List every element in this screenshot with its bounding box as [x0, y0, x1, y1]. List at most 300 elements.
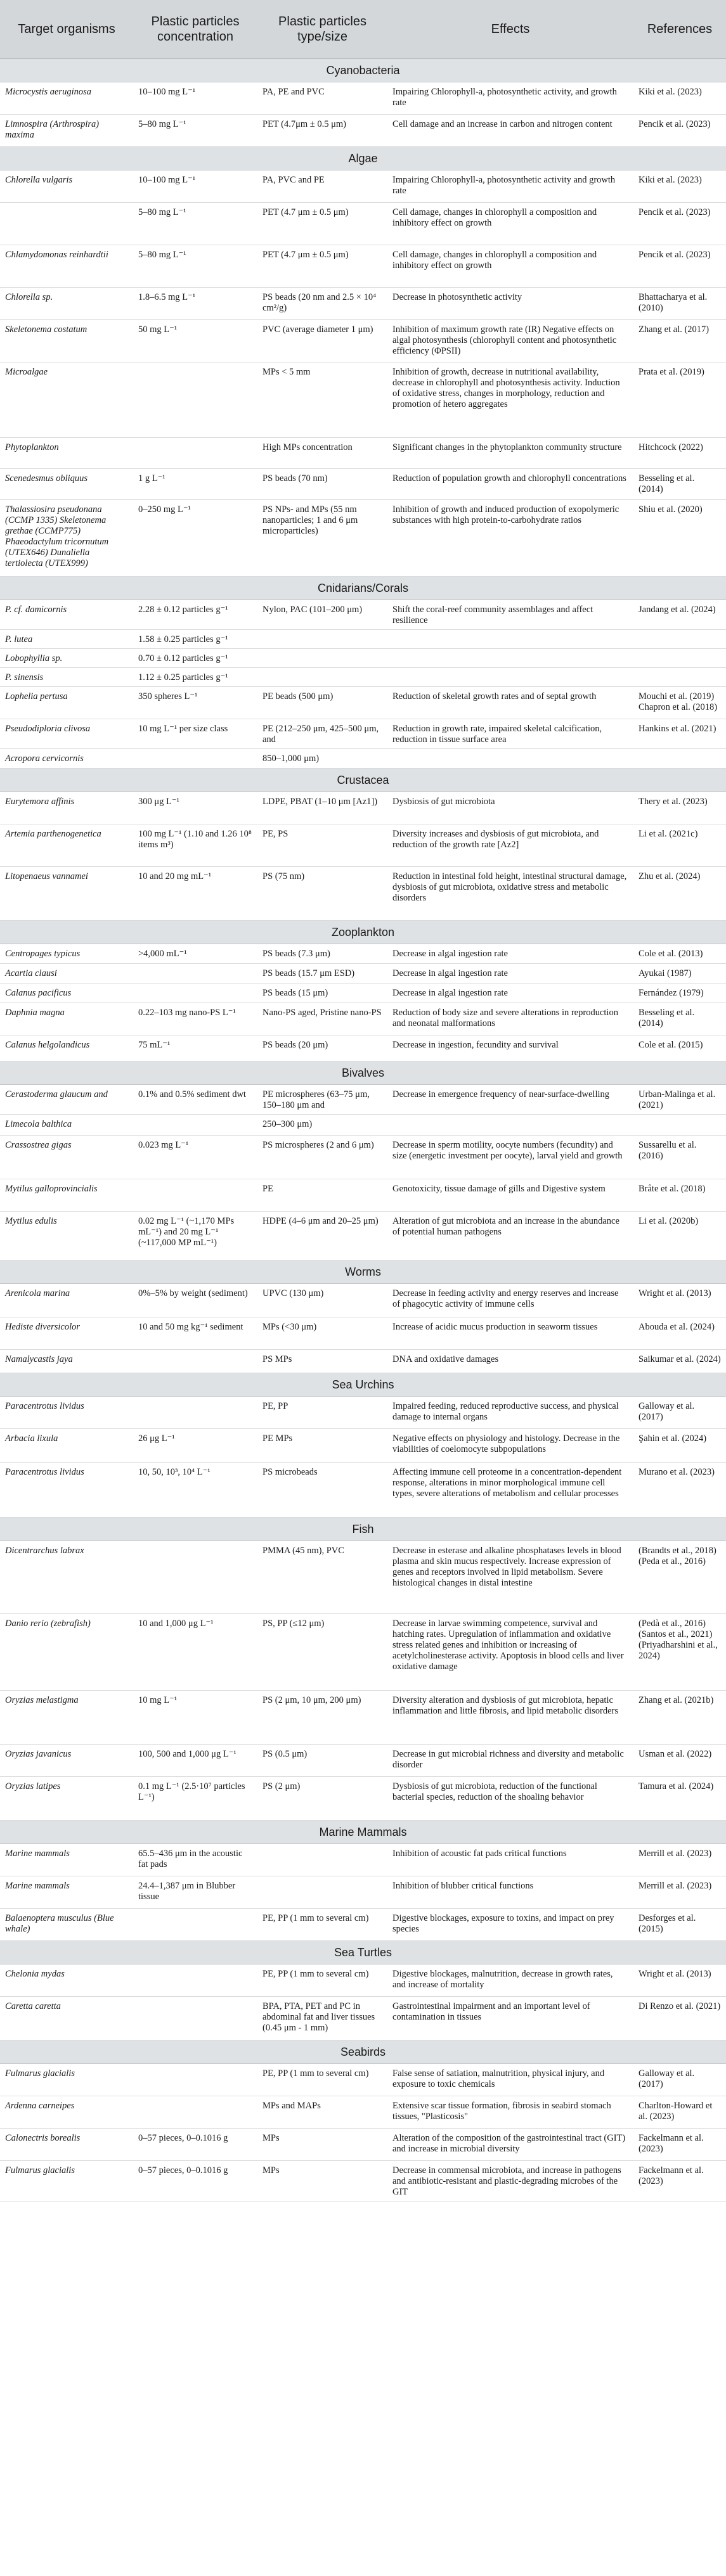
- section-title: Sea Urchins: [0, 1373, 726, 1397]
- table-row: [0, 1964, 726, 1997]
- cell-reference: [633, 668, 726, 687]
- cell-organism: Caretta caretta: [0, 1997, 133, 2041]
- cell-type: PA, PVC and PE: [257, 170, 387, 203]
- cell-organism: P. sinensis: [0, 668, 133, 687]
- table-row: [0, 1777, 726, 1821]
- cell-concentration: 50 mg L⁻¹: [133, 320, 257, 362]
- table-row: [0, 203, 726, 245]
- cell-concentration: [133, 1397, 257, 1429]
- cell-organism: Namalycastis jaya: [0, 1350, 133, 1373]
- cell-effects: Alteration of the composition of the gastrointestinal tract (GIT) and increase in microbial diversity: [387, 2129, 633, 2161]
- table-row: [0, 1463, 726, 1518]
- cell-reference: Urban-Malinga et al. (2021): [633, 1085, 726, 1115]
- table-row: [0, 500, 726, 577]
- cell-reference: Cole et al. (2015): [633, 1035, 726, 1061]
- cell-effects: [387, 1115, 633, 1136]
- cell-reference: Li et al. (2020b): [633, 1212, 726, 1260]
- cell-reference: Pencik et al. (2023): [633, 245, 726, 288]
- table-row: [0, 824, 726, 867]
- cell-concentration: 1.58 ± 0.25 particles g⁻¹: [133, 630, 257, 649]
- table-row: [0, 320, 726, 362]
- cell-reference: Merrill et al. (2023): [633, 1844, 726, 1876]
- cell-effects: Gastrointestinal impairment and an important level of contamination in tissues: [387, 1997, 633, 2041]
- table-row: [0, 600, 726, 630]
- table-row: [0, 1136, 726, 1179]
- cell-type: [257, 1876, 387, 1909]
- cell-concentration: [133, 964, 257, 984]
- cell-organism: Daphnia magna: [0, 1003, 133, 1035]
- cell-effects: Reduction of body size and severe alterations in reproduction and neonatal malformations: [387, 1003, 633, 1035]
- cell-organism: [0, 203, 133, 245]
- cell-concentration: 10 and 1,000 μg L⁻¹: [133, 1614, 257, 1691]
- table-row: [0, 944, 726, 964]
- cell-concentration: [133, 362, 257, 438]
- cell-effects: Inhibition of acoustic fat pads critical functions: [387, 1844, 633, 1876]
- cell-reference: [633, 630, 726, 649]
- table-row: [0, 964, 726, 984]
- table-row: [0, 1745, 726, 1777]
- table-row: [0, 1035, 726, 1061]
- cell-type: PS beads (20 μm): [257, 1035, 387, 1061]
- table-body: [0, 59, 726, 2201]
- section-header-row: [0, 1260, 726, 1284]
- cell-reference: Prata et al. (2019): [633, 362, 726, 438]
- cell-concentration: 65.5–436 μm in the acoustic fat pads: [133, 1844, 257, 1876]
- cell-concentration: [133, 438, 257, 469]
- cell-reference: Li et al. (2021c): [633, 824, 726, 867]
- cell-type: MPs (<30 μm): [257, 1317, 387, 1350]
- table-row: [0, 1909, 726, 1941]
- cell-organism: Litopenaeus vannamei: [0, 867, 133, 921]
- cell-type: PS (2 μm): [257, 1777, 387, 1821]
- table-row: [0, 1179, 726, 1212]
- table-row: [0, 1691, 726, 1745]
- cell-type: PS NPs- and MPs (55 nm nanoparticles; 1 and 6 μm microparticles): [257, 500, 387, 577]
- cell-concentration: [133, 1909, 257, 1941]
- cell-reference: Di Renzo et al. (2021): [633, 1997, 726, 2041]
- cell-organism: Mytilus edulis: [0, 1212, 133, 1260]
- cell-organism: Acropora cervicornis: [0, 749, 133, 769]
- cell-organism: Lobophyllia sp.: [0, 649, 133, 668]
- cell-effects: Negative effects on physiology and histology. Decrease in the viabilities of coelomocyte subpopulations: [387, 1429, 633, 1463]
- cell-concentration: 24.4–1,387 μm in Blubber tissue: [133, 1876, 257, 1909]
- cell-organism: Arenicola marina: [0, 1284, 133, 1317]
- cell-concentration: 0.023 mg L⁻¹: [133, 1136, 257, 1179]
- cell-organism: Limecola balthica: [0, 1115, 133, 1136]
- cell-organism: Hediste diversicolor: [0, 1317, 133, 1350]
- table-row: [0, 2096, 726, 2129]
- cell-concentration: 1 g L⁻¹: [133, 469, 257, 500]
- cell-type: PS MPs: [257, 1350, 387, 1373]
- cell-concentration: 0–57 pieces, 0–0.1016 g: [133, 2129, 257, 2161]
- table-row: [0, 630, 726, 649]
- cell-concentration: [133, 984, 257, 1003]
- cell-reference: Besseling et al. (2014): [633, 469, 726, 500]
- cell-type: PE beads (500 μm): [257, 687, 387, 719]
- cell-effects: Impairing Chlorophyll-a, photosynthetic activity, and growth rate: [387, 82, 633, 115]
- cell-effects: Cell damage and an increase in carbon and nitrogen content: [387, 115, 633, 147]
- table-row: [0, 687, 726, 719]
- section-header-row: [0, 1373, 726, 1397]
- cell-concentration: 5–80 mg L⁻¹: [133, 115, 257, 147]
- cell-effects: Impairing Chlorophyll-a, photosynthetic activity and growth rate: [387, 170, 633, 203]
- table-row: [0, 362, 726, 438]
- cell-type: PS beads (70 nm): [257, 469, 387, 500]
- cell-type: PET (4.7μm ± 0.5 μm): [257, 115, 387, 147]
- cell-reference: Şahin et al. (2024): [633, 1429, 726, 1463]
- section-title: Crustacea: [0, 769, 726, 792]
- cell-effects: [387, 630, 633, 649]
- cell-effects: False sense of satiation, malnutrition, physical injury, and exposure to toxic chemicals: [387, 2064, 633, 2096]
- cell-effects: Impaired feeding, reduced reproductive success, and physical damage to internal organs: [387, 1397, 633, 1429]
- cell-concentration: 10–100 mg L⁻¹: [133, 82, 257, 115]
- table-row: [0, 1844, 726, 1876]
- table-row: [0, 649, 726, 668]
- cell-type: PS beads (7.3 μm): [257, 944, 387, 964]
- cell-type: PE, PP (1 mm to several cm): [257, 2064, 387, 2096]
- section-header-row: [0, 2041, 726, 2064]
- table-row: [0, 1350, 726, 1373]
- table-row: [0, 1212, 726, 1260]
- cell-type: MPs and MAPs: [257, 2096, 387, 2129]
- cell-concentration: 0.1 mg L⁻¹ (2.5·10⁷ particles L⁻¹): [133, 1777, 257, 1821]
- table-row: [0, 2064, 726, 2096]
- cell-type: PS beads (15 μm): [257, 984, 387, 1003]
- table-row: [0, 1085, 726, 1115]
- cell-organism: Centropages typicus: [0, 944, 133, 964]
- section-title: Worms: [0, 1260, 726, 1284]
- cell-concentration: [133, 1964, 257, 1997]
- cell-type: BPA, PTA, PET and PC in abdominal fat and liver tissues (0.45 μm - 1 mm): [257, 1997, 387, 2041]
- cell-reference: Merrill et al. (2023): [633, 1876, 726, 1909]
- table-row: [0, 115, 726, 147]
- section-header-row: [0, 769, 726, 792]
- section-header-row: [0, 577, 726, 600]
- cell-effects: Reduction in growth rate, impaired skeletal calcification, reduction in tissue surface area: [387, 719, 633, 749]
- cell-type: PS beads (20 nm and 2.5 × 10⁴ cm²/g): [257, 288, 387, 320]
- cell-type: Nano-PS aged, Pristine nano-PS: [257, 1003, 387, 1035]
- cell-effects: Diversity increases and dysbiosis of gut microbiota, and reduction of the growth rate [Az2]: [387, 824, 633, 867]
- table-row: [0, 288, 726, 320]
- cell-concentration: [133, 2096, 257, 2129]
- table-row: [0, 438, 726, 469]
- cell-concentration: [133, 1350, 257, 1373]
- cell-type: PS (75 nm): [257, 867, 387, 921]
- cell-type: PS microspheres (2 and 6 μm): [257, 1136, 387, 1179]
- cell-type: PE: [257, 1179, 387, 1212]
- cell-reference: Fackelmann et al. (2023): [633, 2129, 726, 2161]
- cell-concentration: 0.1% and 0.5% sediment dwt: [133, 1085, 257, 1115]
- cell-type: PE microspheres (63–75 μm, 150–180 μm and: [257, 1085, 387, 1115]
- cell-type: LDPE, PBAT (1–10 μm [Az1]): [257, 792, 387, 824]
- cell-type: MPs: [257, 2161, 387, 2201]
- cell-concentration: 10, 50, 10³, 10⁴ L⁻¹: [133, 1463, 257, 1518]
- cell-organism: Paracentrotus lividus: [0, 1463, 133, 1518]
- table-row: [0, 792, 726, 824]
- table-row: [0, 1876, 726, 1909]
- cell-concentration: [133, 1115, 257, 1136]
- cell-type: PE, PS: [257, 824, 387, 867]
- cell-concentration: [133, 2064, 257, 2096]
- cell-organism: Calanus pacificus: [0, 984, 133, 1003]
- cell-type: UPVC (130 μm): [257, 1284, 387, 1317]
- cell-effects: Dysbiosis of gut microbiota: [387, 792, 633, 824]
- cell-organism: Pseudodiploria clivosa: [0, 719, 133, 749]
- cell-effects: Reduction of skeletal growth rates and of septal growth: [387, 687, 633, 719]
- cell-concentration: 5–80 mg L⁻¹: [133, 203, 257, 245]
- cell-effects: [387, 749, 633, 769]
- table-row: [0, 984, 726, 1003]
- table-row: [0, 2161, 726, 2201]
- cell-effects: [387, 668, 633, 687]
- cell-reference: Fackelmann et al. (2023): [633, 2161, 726, 2201]
- cell-organism: Ardenna carneipes: [0, 2096, 133, 2129]
- cell-type: Nylon, PAC (101–200 μm): [257, 600, 387, 630]
- cell-concentration: 1.8–6.5 mg L⁻¹: [133, 288, 257, 320]
- cell-effects: Cell damage, changes in chlorophyll a composition and inhibitory effect on growth: [387, 203, 633, 245]
- cell-reference: Bhattacharya et al. (2010): [633, 288, 726, 320]
- cell-effects: [387, 649, 633, 668]
- section-header-row: [0, 1061, 726, 1085]
- cell-reference: Sussarellu et al. (2016): [633, 1136, 726, 1179]
- cell-reference: [633, 749, 726, 769]
- cell-organism: Danio rerio (zebrafish): [0, 1614, 133, 1691]
- cell-reference: Murano et al. (2023): [633, 1463, 726, 1518]
- cell-reference: Mouchi et al. (2019) Chapron et al. (2018): [633, 687, 726, 719]
- table-row: [0, 1003, 726, 1035]
- table-row: [0, 1284, 726, 1317]
- table-row: [0, 867, 726, 921]
- cell-organism: P. lutea: [0, 630, 133, 649]
- cell-type: PS (0.5 μm): [257, 1745, 387, 1777]
- cell-effects: Increase of acidic mucus production in seaworm tissues: [387, 1317, 633, 1350]
- cell-reference: Hitchcock (2022): [633, 438, 726, 469]
- cell-concentration: >4,000 mL⁻¹: [133, 944, 257, 964]
- cell-reference: Tamura et al. (2024): [633, 1777, 726, 1821]
- cell-effects: DNA and oxidative damages: [387, 1350, 633, 1373]
- cell-reference: Zhu et al. (2024): [633, 867, 726, 921]
- section-header-row: [0, 921, 726, 944]
- cell-effects: Decrease in gut microbial richness and diversity and metabolic disorder: [387, 1745, 633, 1777]
- cell-effects: Inhibition of maximum growth rate (IR) Negative effects on algal photosynthesis (chlorophyll content and photosynthetic efficiency (ΦPSII): [387, 320, 633, 362]
- section-title: Marine Mammals: [0, 1821, 726, 1844]
- cell-effects: Diversity alteration and dysbiosis of gut microbiota, hepatic inflammation and little fibrosis, and lipid metabolic disorders: [387, 1691, 633, 1745]
- cell-organism: Oryzias latipes: [0, 1777, 133, 1821]
- cell-concentration: 10 and 50 mg kg⁻¹ sediment: [133, 1317, 257, 1350]
- cell-effects: Decrease in ingestion, fecundity and survival: [387, 1035, 633, 1061]
- cell-effects: Decrease in algal ingestion rate: [387, 964, 633, 984]
- table-row: [0, 1397, 726, 1429]
- cell-effects: Decrease in algal ingestion rate: [387, 944, 633, 964]
- cell-concentration: 100, 500 and 1,000 μg L⁻¹: [133, 1745, 257, 1777]
- cell-reference: Charlton-Howard et al. (2023): [633, 2096, 726, 2129]
- cell-concentration: 100 mg L⁻¹ (1.10 and 1.26 10⁸ items m³): [133, 824, 257, 867]
- cell-concentration: 26 μg L⁻¹: [133, 1429, 257, 1463]
- cell-concentration: 350 spheres L⁻¹: [133, 687, 257, 719]
- cell-reference: Hankins et al. (2021): [633, 719, 726, 749]
- cell-effects: Decrease in photosynthetic activity: [387, 288, 633, 320]
- cell-effects: Inhibition of growth and induced production of exopolymeric substances with high protein-to-carbohydrate ratios: [387, 500, 633, 577]
- cell-reference: Zhang et al. (2017): [633, 320, 726, 362]
- cell-reference: Pencik et al. (2023): [633, 115, 726, 147]
- cell-type: PE (212–250 μm, 425–500 μm, and: [257, 719, 387, 749]
- cell-concentration: 5–80 mg L⁻¹: [133, 245, 257, 288]
- table-row: [0, 170, 726, 203]
- cell-organism: Cerastoderma glaucum and: [0, 1085, 133, 1115]
- cell-type: [257, 1844, 387, 1876]
- cell-concentration: 10 and 20 mg mL⁻¹: [133, 867, 257, 921]
- table-row: [0, 1317, 726, 1350]
- cell-concentration: 300 μg L⁻¹: [133, 792, 257, 824]
- section-title: Sea Turtles: [0, 1941, 726, 1964]
- header-references: References: [633, 0, 726, 59]
- cell-type: PS microbeads: [257, 1463, 387, 1518]
- table-row: [0, 719, 726, 749]
- cell-organism: Phytoplankton: [0, 438, 133, 469]
- section-header-row: [0, 1941, 726, 1964]
- cell-concentration: 0.22–103 mg nano-PS L⁻¹: [133, 1003, 257, 1035]
- cell-organism: Acartia clausi: [0, 964, 133, 984]
- section-title: Bivalves: [0, 1061, 726, 1085]
- table-row: [0, 82, 726, 115]
- header-type-size: Plastic particles type/size: [257, 0, 387, 59]
- table-row: [0, 1997, 726, 2041]
- cell-effects: Affecting immune cell proteome in a concentration-dependent response, alterations in minor morphological immune cell types, severe alterations of metabolism and cellular processes: [387, 1463, 633, 1518]
- cell-organism: Limnospira (Arthrospira) maxima: [0, 115, 133, 147]
- cell-organism: Crassostrea gigas: [0, 1136, 133, 1179]
- table-row: [0, 749, 726, 769]
- cell-effects: Digestive blockages, malnutrition, decrease in growth rates, and increase of mortality: [387, 1964, 633, 1997]
- cell-concentration: [133, 1541, 257, 1614]
- cell-organism: Mytilus galloprovincialis: [0, 1179, 133, 1212]
- cell-organism: Chelonia mydas: [0, 1964, 133, 1997]
- cell-effects: Reduction in intestinal fold height, intestinal structural damage, dysbiosis of gut microbiota, oxidative stress and metabolic disorders: [387, 867, 633, 921]
- cell-organism: Fulmarus glacialis: [0, 2064, 133, 2096]
- cell-effects: Decrease in esterase and alkaline phosphatases levels in blood plasma and skin mucus respectively. Increase expression of genes and receptors involved in lipid metabolism. Severe histological changes in distal intestine: [387, 1541, 633, 1614]
- header-concentration: Plastic particles concentration: [133, 0, 257, 59]
- table-row: [0, 1115, 726, 1136]
- cell-type: [257, 649, 387, 668]
- cell-reference: (Pedà et al., 2016) (Santos et al., 2021) (Priyadharshini et al., 2024): [633, 1614, 726, 1691]
- cell-reference: Abouda et al. (2024): [633, 1317, 726, 1350]
- cell-concentration: 0–57 pieces, 0–0.1016 g: [133, 2161, 257, 2201]
- cell-concentration: 1.12 ± 0.25 particles g⁻¹: [133, 668, 257, 687]
- cell-effects: Decrease in commensal microbiota, and increase in pathogens and antibiotic-resistant and plastic-degrading microbes of the GIT: [387, 2161, 633, 2201]
- cell-type: PVC (average diameter 1 μm): [257, 320, 387, 362]
- cell-type: PET (4.7 μm ± 0.5 μm): [257, 245, 387, 288]
- cell-type: High MPs concentration: [257, 438, 387, 469]
- cell-type: MPs < 5 mm: [257, 362, 387, 438]
- cell-organism: Thalassiosira pseudonana (CCMP 1335) Skeletonema grethae (CCMP775) Phaeodactylum tricornutum (UTEX646) Dunaliella tertiolecta (UTEX999): [0, 500, 133, 577]
- cell-organism: Skeletonema costatum: [0, 320, 133, 362]
- cell-organism: Dicentrarchus labrax: [0, 1541, 133, 1614]
- cell-effects: Decrease in feeding activity and energy reserves and increase of phagocytic activity of immune cells: [387, 1284, 633, 1317]
- section-title: Algae: [0, 147, 726, 170]
- cell-reference: Usman et al. (2022): [633, 1745, 726, 1777]
- table-row: [0, 1429, 726, 1463]
- table-row: [0, 2129, 726, 2161]
- cell-reference: Galloway et al. (2017): [633, 1397, 726, 1429]
- cell-organism: Calonectris borealis: [0, 2129, 133, 2161]
- cell-type: PMMA (45 nm), PVC: [257, 1541, 387, 1614]
- cell-type: [257, 630, 387, 649]
- cell-organism: Chlorella sp.: [0, 288, 133, 320]
- cell-reference: Bråte et al. (2018): [633, 1179, 726, 1212]
- cell-reference: Desforges et al. (2015): [633, 1909, 726, 1941]
- cell-concentration: [133, 1997, 257, 2041]
- cell-concentration: 10 mg L⁻¹: [133, 1691, 257, 1745]
- cell-organism: Scenedesmus obliquus: [0, 469, 133, 500]
- cell-effects: Decrease in sperm motility, oocyte numbers (fecundity) and size (energetic investment per oocyte), larval yield and growth: [387, 1136, 633, 1179]
- cell-organism: P. cf. damicornis: [0, 600, 133, 630]
- table-row: [0, 1541, 726, 1614]
- section-header-row: [0, 1821, 726, 1844]
- cell-effects: Decrease in larvae swimming competence, survival and hatching rates. Upregulation of inflammation and oxidative stress related genes and inhibition or increasing of acetylcholinesterase activity. Apoptosis in blood cells and liver oxidative damage: [387, 1614, 633, 1691]
- cell-effects: Inhibition of growth, decrease in nutritional availability, decrease in chlorophyll and photosynthesis activity. Induction of oxidative stress, changes in morphology, reduction and promotion of hetero aggregates: [387, 362, 633, 438]
- section-title: Zooplankton: [0, 921, 726, 944]
- cell-organism: Lophelia pertusa: [0, 687, 133, 719]
- cell-organism: Marine mammals: [0, 1844, 133, 1876]
- cell-organism: Microalgae: [0, 362, 133, 438]
- cell-type: PE, PP: [257, 1397, 387, 1429]
- header-effects: Effects: [387, 0, 633, 59]
- cell-effects: Shift the coral-reef community assemblages and affect resilience: [387, 600, 633, 630]
- cell-concentration: 10–100 mg L⁻¹: [133, 170, 257, 203]
- table-row: [0, 1614, 726, 1691]
- cell-organism: Calanus helgolandicus: [0, 1035, 133, 1061]
- table-row: [0, 668, 726, 687]
- cell-reference: Shiu et al. (2020): [633, 500, 726, 577]
- header-target-organisms: Target organisms: [0, 0, 133, 59]
- cell-organism: Chlorella vulgaris: [0, 170, 133, 203]
- cell-reference: Zhang et al. (2021b): [633, 1691, 726, 1745]
- cell-effects: Significant changes in the phytoplankton community structure: [387, 438, 633, 469]
- cell-reference: Galloway et al. (2017): [633, 2064, 726, 2096]
- section-header-row: [0, 59, 726, 82]
- cell-type: MPs: [257, 2129, 387, 2161]
- cell-reference: (Brandts et al., 2018) (Peda et al., 2016): [633, 1541, 726, 1614]
- section-title: Fish: [0, 1518, 726, 1541]
- cell-reference: [633, 649, 726, 668]
- cell-concentration: 0.70 ± 0.12 particles g⁻¹: [133, 649, 257, 668]
- cell-concentration: 10 mg L⁻¹ per size class: [133, 719, 257, 749]
- cell-organism: Eurytemora affinis: [0, 792, 133, 824]
- cell-effects: Cell damage, changes in chlorophyll a composition and inhibitory effect on growth: [387, 245, 633, 288]
- cell-effects: Decrease in emergence frequency of near-surface-dwelling: [387, 1085, 633, 1115]
- cell-concentration: [133, 1179, 257, 1212]
- cell-type: PE, PP (1 mm to several cm): [257, 1964, 387, 1997]
- section-title: Cnidarians/Corals: [0, 577, 726, 600]
- section-header-row: [0, 147, 726, 170]
- section-title: Cyanobacteria: [0, 59, 726, 82]
- cell-organism: Balaenoptera musculus (Blue whale): [0, 1909, 133, 1941]
- cell-type: PE, PP (1 mm to several cm): [257, 1909, 387, 1941]
- cell-reference: Wright et al. (2013): [633, 1284, 726, 1317]
- cell-concentration: [133, 749, 257, 769]
- cell-effects: Alteration of gut microbiota and an increase in the abundance of potential human pathogens: [387, 1212, 633, 1260]
- cell-reference: Kiki et al. (2023): [633, 82, 726, 115]
- cell-effects: Genotoxicity, tissue damage of gills and Digestive system: [387, 1179, 633, 1212]
- cell-reference: Jandang et al. (2024): [633, 600, 726, 630]
- cell-type: PS (2 μm, 10 μm, 200 μm): [257, 1691, 387, 1745]
- cell-reference: Pencik et al. (2023): [633, 203, 726, 245]
- header-row: [0, 0, 726, 59]
- cell-concentration: 0%–5% by weight (sediment): [133, 1284, 257, 1317]
- cell-organism: Chlamydomonas reinhardtii: [0, 245, 133, 288]
- cell-reference: [633, 1115, 726, 1136]
- cell-type: PET (4.7 μm ± 0.5 μm): [257, 203, 387, 245]
- cell-organism: Oryzias javanicus: [0, 1745, 133, 1777]
